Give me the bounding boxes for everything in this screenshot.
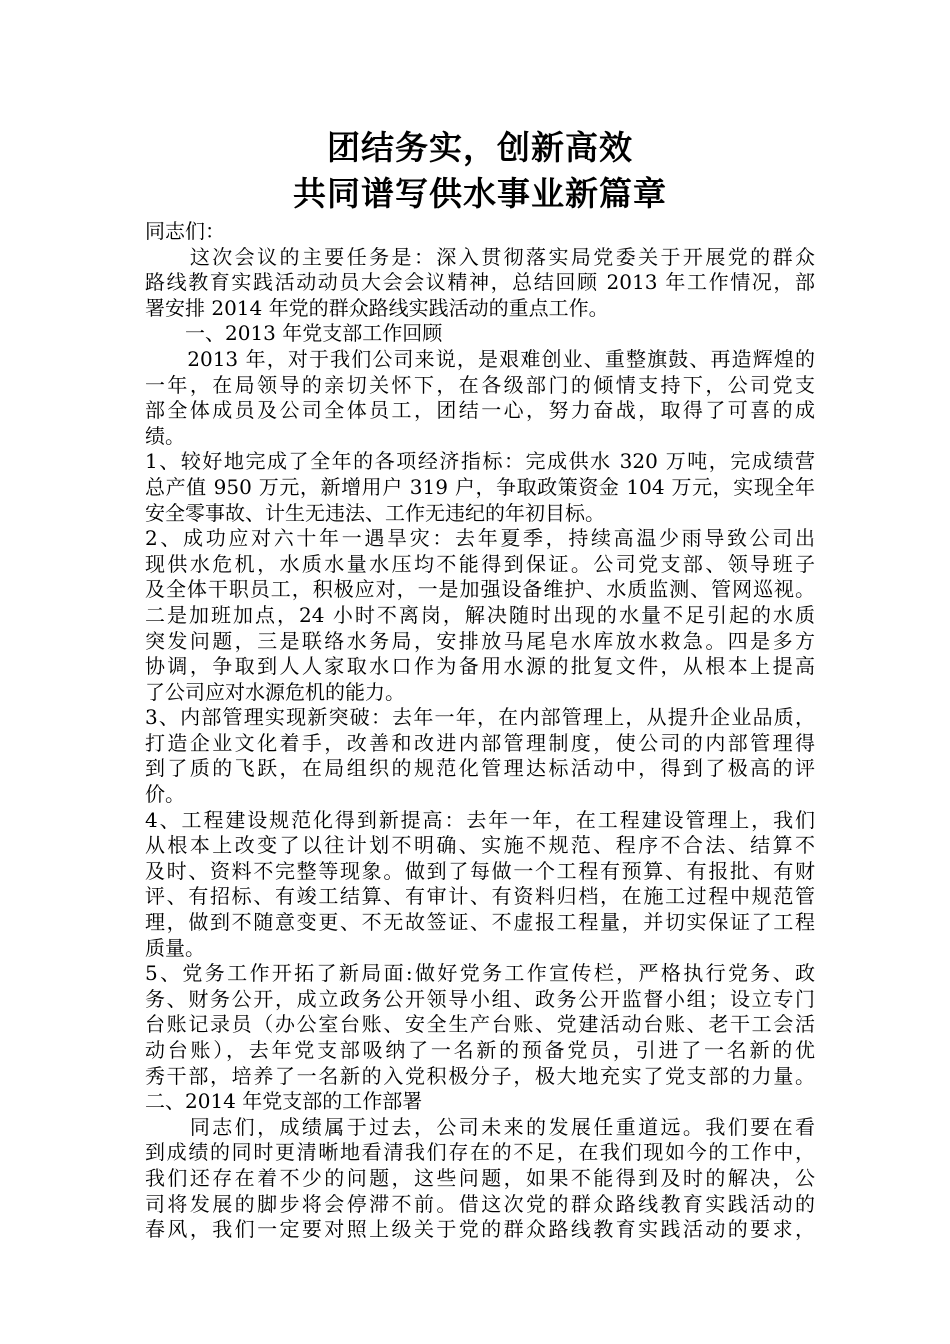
body-line: 2013 年，对于我们公司来说，是艰难创业、重整旗鼓、再造辉煌的 xyxy=(145,346,815,371)
body-line: 1、较好地完成了全年的各项经济指标：完成供水 320 万吨，完成绩营 xyxy=(145,449,815,474)
body-line: 协调，争取到人人家取水口作为备用水源的批复文件，从根本上提高 xyxy=(145,654,815,679)
body-line: 二、2014 年党支部的工作部署 xyxy=(145,1089,423,1114)
body-line: 一、2013 年党支部工作回顾 xyxy=(145,321,443,346)
body-line: 突发问题，三是联络水务局，安排放马尾皂水库放水救急。四是多方 xyxy=(145,628,815,653)
body-line: 司将发展的脚步将会停滞不前。借这次党的群众路线教育实践活动的 xyxy=(145,1191,815,1216)
body-line: 打造企业文化着手，改善和改进内部管理制度，使公司的内部管理得 xyxy=(145,730,815,755)
body-line: 同志们，成绩属于过去，公司未来的发展任重道远。我们要在看 xyxy=(145,1114,815,1139)
body-line: 路线教育实践活动动员大会会议精神，总结回顾 2013 年工作情况，部 xyxy=(145,270,815,295)
body-line: 到了质的飞跃，在局组织的规范化管理达标活动中，得到了极高的评 xyxy=(145,756,815,781)
body-line: 绩。 xyxy=(145,423,185,448)
body-line: 5、党务工作开拓了新局面:做好党务工作宣传栏，严格执行党务、政 xyxy=(145,961,815,986)
body-line: 二是加班加点，24 小时不离岗，解决随时出现的水量不足引起的水质 xyxy=(145,602,815,627)
body-line: 3、内部管理实现新突破：去年一年，在内部管理上，从提升企业品质， xyxy=(145,705,815,730)
body-text xyxy=(145,219,815,1243)
body-line: 4、工程建设规范化得到新提高：去年一年，在工程建设管理上，我们 xyxy=(145,807,815,832)
body-line: 务、财务公开，成立政务公开领导小组、政务公开监督小组；设立专门 xyxy=(145,986,815,1011)
title-line-2: 共同谱写供水事业新篇章 xyxy=(293,174,667,213)
body-line: 及时、资料不完整等现象。做到了每做一个工程有预算、有报批、有财 xyxy=(145,858,815,883)
body-line: 部全体成员及公司全体员工，团结一心，努力奋战，取得了可喜的成 xyxy=(145,398,815,423)
body-line: 质量。 xyxy=(145,935,205,960)
body-line: 及全体干职员工，积极应对，一是加强设备维护、水质监测、管网巡视。 xyxy=(145,577,815,602)
body-line: 到成绩的同时更清晰地看清我们存在的不足，在我们现如今的工作中， xyxy=(145,1140,815,1165)
document-page xyxy=(145,125,815,1243)
body-line: 价。 xyxy=(145,782,185,807)
title-line-1: 团结务实，创新高效 xyxy=(327,128,633,167)
body-line: 2、成功应对六十年一遇旱灾：去年夏季，持续高温少雨导致公司出 xyxy=(145,526,815,551)
body-line: 同志们： xyxy=(145,219,225,243)
title-block xyxy=(145,125,815,217)
body-line: 总产值 950 万元，新增用户 319 户，争取政策资金 104 万元，实现全年 xyxy=(145,474,815,499)
body-line: 评、有招标、有竣工结算、有审计、有资料归档，在施工过程中规范管 xyxy=(145,884,815,909)
body-line: 这次会议的主要任务是：深入贯彻落实局党委关于开展党的群众 xyxy=(145,244,815,269)
body-line: 台账记录员（办公室台账、安全生产台账、党建活动台账、老干工会活 xyxy=(145,1012,815,1037)
body-line: 春风，我们一定要对照上级关于党的群众路线教育实践活动的要求， xyxy=(145,1217,815,1242)
body-line: 从根本上改变了以往计划不明确、实施不规范、程序不合法、结算不 xyxy=(145,833,815,858)
body-line: 了公司应对水源危机的能力。 xyxy=(145,679,405,704)
body-line: 安全零事故、计生无违法、工作无违纪的年初目标。 xyxy=(145,500,605,525)
body-line: 动台账），去年党支部吸纳了一名新的预备党员，引进了一名新的优 xyxy=(145,1038,815,1062)
body-line: 现供水危机，水质水量水压均不能得到保证。公司党支部、领导班子 xyxy=(145,551,815,576)
body-line: 秀干部，培养了一名新的入党积极分子，极大地充实了党支部的力量。 xyxy=(145,1063,815,1088)
body-line: 署安排 2014 年党的群众路线实践活动的重点工作。 xyxy=(145,295,609,320)
body-line: 理，做到不随意变更、不无故签证、不虚报工程量，并切实保证了工程 xyxy=(145,910,815,935)
body-line: 一年，在局领导的亲切关怀下，在各级部门的倾情支持下，公司党支 xyxy=(145,372,815,397)
body-line: 我们还存在着不少的问题，这些问题，如果不能得到及时的解决，公 xyxy=(145,1165,815,1190)
